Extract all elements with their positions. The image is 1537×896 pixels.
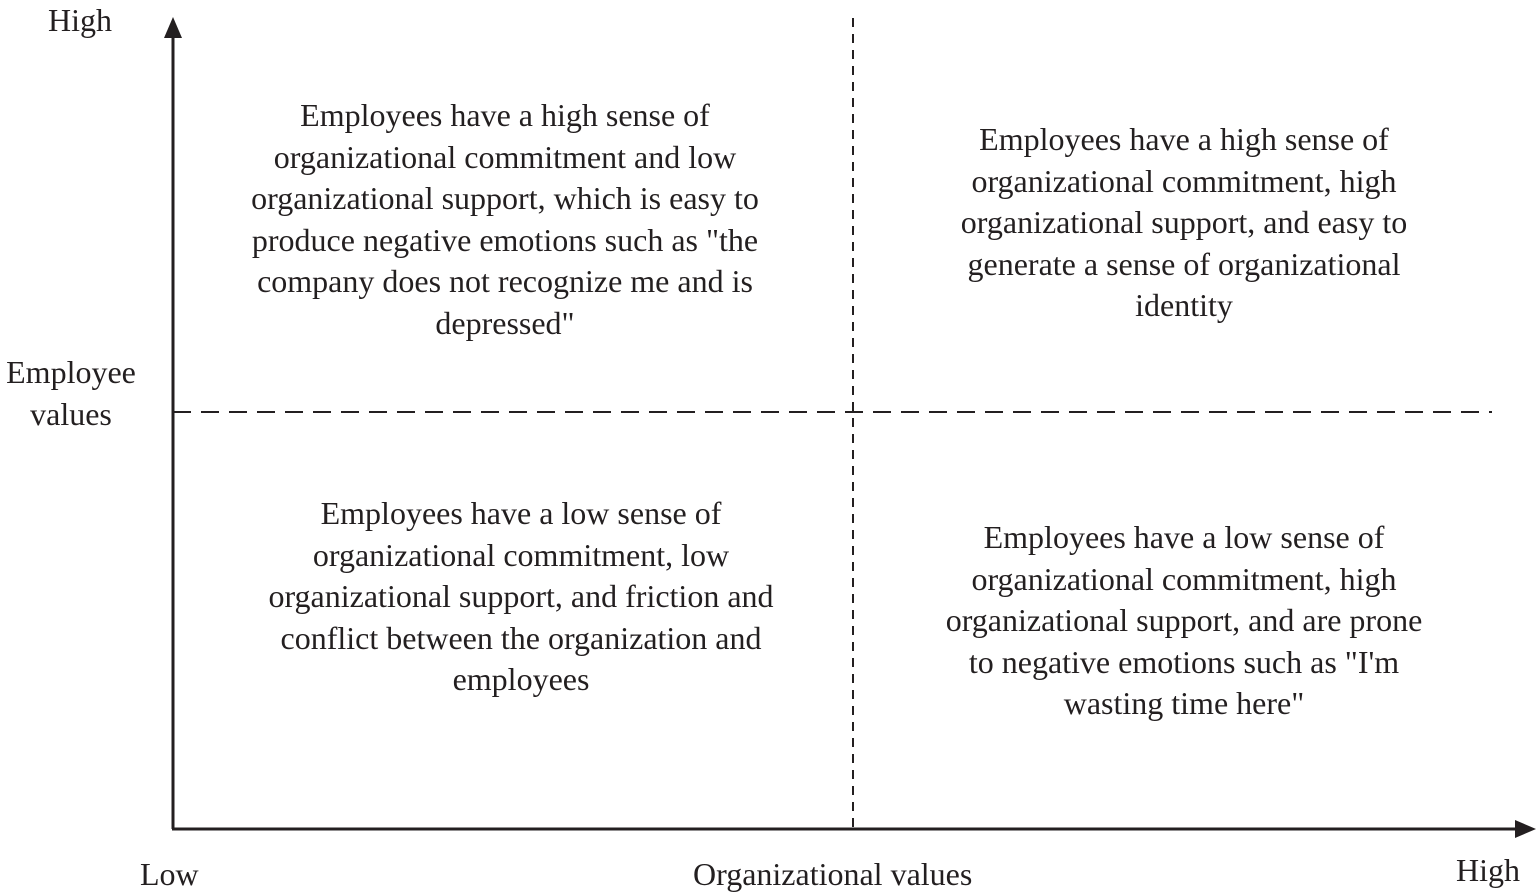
quadrant-top-right-text: Employees have a high sense of organizational commitment, high organizational support, and easy to generate a sense of organizational identity	[960, 121, 1408, 324]
quadrant-bottom-left-text: Employees have a low sense of organizational commitment, low organizational support, and friction and conflict between the organization and employees	[268, 495, 774, 698]
quadrant-top-left-text: Employees have a high sense of organizational commitment and low organizational support, which is easy to produce negative emotions such as "the company does not recognize me and is depressed"	[251, 97, 759, 341]
x-axis-title: Organizational values	[693, 856, 973, 892]
y-axis-high-label: High	[48, 2, 112, 38]
quadrant-bottom-right-text: Employees have a low sense of organizational commitment, high organizational support, and are prone to negative emotions such as "I'm wasting time here"	[945, 519, 1423, 722]
x-axis-high-label: High	[1456, 852, 1520, 888]
y-axis-arrowhead	[164, 17, 182, 38]
x-axis-low-label: Low	[140, 856, 199, 892]
x-axis-arrowhead	[1515, 820, 1536, 838]
y-axis-title: Employee values	[6, 354, 136, 432]
